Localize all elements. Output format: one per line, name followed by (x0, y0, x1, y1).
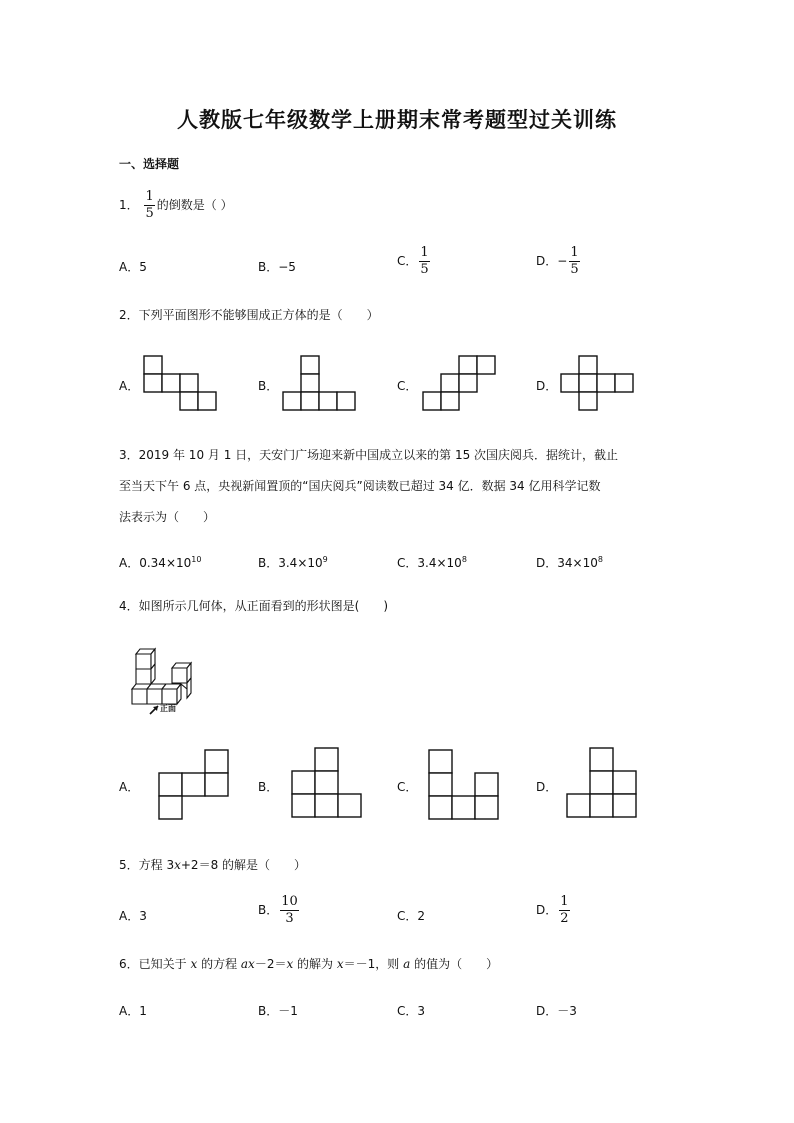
question-text: ＝－1，则 (343, 957, 404, 971)
option-value: 2 (417, 909, 426, 923)
option-c (397, 907, 425, 924)
option-c (397, 1002, 425, 1019)
option-label: D． (536, 903, 558, 917)
figure-caption: 正面 (160, 704, 176, 713)
question-text: 2019 年 10 月 1 日，天安门广场迎来新中国成立以来的第 15 次国庆阅兵．据统计，截止 (138, 448, 619, 462)
question-text: 的倒数是（ ） (156, 198, 233, 212)
option-a-label: A． (119, 379, 140, 393)
option-value: 1 (139, 1004, 147, 1018)
question-text: 的解为 (293, 957, 337, 971)
fraction (569, 246, 579, 277)
question-5 (119, 857, 306, 873)
question-number: 2． (119, 308, 139, 322)
option-value: −5 (278, 260, 296, 274)
cube-net-d-icon (560, 355, 640, 415)
fraction (280, 895, 299, 926)
option-value: 34×10 (557, 556, 598, 570)
option-a (119, 554, 201, 571)
question-3-line-3: 法表示为（ ） (119, 510, 216, 524)
fraction-numerator: 1 (560, 894, 569, 909)
question-number: 6． (119, 957, 139, 971)
fraction-numerator: 1 (570, 245, 579, 260)
question-1 (119, 190, 233, 221)
front-view-c-icon (427, 749, 501, 821)
option-label: C． (397, 1004, 418, 1018)
option-label: C． (397, 254, 418, 268)
option-d (536, 1002, 577, 1019)
option-value: 3.4×10 (278, 556, 323, 570)
option-label: B． (258, 903, 279, 917)
option-d-label: D． (536, 780, 558, 794)
question-text: 的值为（ ） (410, 957, 499, 971)
option-b-label: B． (258, 379, 279, 393)
option-value: －1 (278, 1004, 298, 1018)
question-text: +2＝8 的解是（ ） (180, 858, 307, 872)
variable: x (286, 957, 294, 971)
option-label: A． (119, 1004, 140, 1018)
option-label: D． (536, 1004, 558, 1018)
fraction-denominator: 2 (560, 911, 569, 926)
variable: x (190, 957, 198, 971)
option-label: B． (258, 260, 279, 274)
question-text: 的方程 (197, 957, 241, 971)
question-text: －2＝ (254, 957, 287, 971)
option-value: 3.4×10 (417, 556, 462, 570)
fraction-denominator: 5 (570, 262, 579, 277)
question-4 (119, 598, 388, 614)
fraction-denominator: 5 (420, 262, 429, 277)
fraction-numerator: 1 (420, 245, 429, 260)
fraction-numerator: 1 (145, 189, 154, 204)
option-c (397, 246, 432, 277)
option-label: B． (258, 556, 279, 570)
cube-net-c-icon (422, 355, 502, 415)
question-text: 下列平面图形不能够围成正方体的是（ ） (138, 308, 379, 322)
question-number: 4． (119, 599, 139, 613)
page-title: 人教版七年级数学上册期末常考题型过关训练 (177, 107, 617, 132)
minus-sign: − (557, 254, 568, 268)
option-label: A． (119, 909, 140, 923)
section-heading: 一、选择题 (119, 157, 180, 171)
exponent: 8 (597, 555, 603, 564)
question-number: 1． (119, 198, 139, 212)
question-2 (119, 307, 379, 323)
option-value: 3 (139, 909, 147, 923)
option-b-label: B． (258, 780, 279, 794)
question-3-line-2: 至当天下午 6 点，央视新闻置顶的“国庆阅兵”阅读数已超过 34 亿．数据 34 亿用科学记数 (119, 479, 601, 493)
fraction (144, 190, 154, 221)
option-label: C． (397, 556, 418, 570)
option-label: A． (119, 556, 140, 570)
option-d (536, 554, 603, 571)
variable: x (336, 957, 344, 971)
fraction-denominator: 5 (145, 206, 154, 221)
variable: ax (240, 957, 255, 971)
option-value: 3 (417, 1004, 426, 1018)
option-c-label: C． (397, 379, 418, 393)
exponent: 8 (461, 555, 467, 564)
option-d (536, 895, 572, 926)
question-3-line-1 (119, 447, 618, 463)
fraction-numerator: 10 (281, 894, 298, 909)
question-text: 已知关于 (138, 957, 191, 971)
variable: a (403, 957, 411, 971)
cube-net-b-icon (282, 355, 362, 415)
option-d (536, 246, 582, 277)
front-view-d-icon (565, 747, 639, 819)
option-value: 5 (139, 260, 147, 274)
question-6 (119, 956, 498, 972)
option-value: 0.34×10 (139, 556, 192, 570)
option-b (258, 258, 296, 275)
option-b (258, 895, 301, 926)
option-c (397, 554, 467, 571)
fraction-denominator: 3 (285, 911, 294, 926)
front-view-b-icon (290, 747, 364, 819)
question-text: 方程 3 (138, 858, 175, 872)
front-view-a-icon (157, 749, 231, 821)
option-label: D． (536, 254, 558, 268)
option-label: A． (119, 260, 140, 274)
option-a-label: A． (119, 780, 140, 794)
option-c-label: C． (397, 780, 418, 794)
fraction (419, 246, 429, 277)
option-label: C． (397, 909, 418, 923)
option-label: B． (258, 1004, 279, 1018)
option-b (258, 1002, 298, 1019)
variable: x (174, 858, 181, 872)
option-b (258, 554, 328, 571)
option-a (119, 907, 147, 924)
question-text: 如图所示几何体，从正面看到的形状图是( ) (138, 599, 389, 613)
option-a (119, 258, 147, 275)
question-number: 3． (119, 448, 139, 462)
exponent: 10 (191, 555, 202, 564)
cube-net-a-icon (143, 355, 223, 415)
exponent: 9 (322, 555, 328, 564)
option-label: D． (536, 556, 558, 570)
fraction (559, 895, 569, 926)
option-value: －3 (557, 1004, 577, 1018)
option-a (119, 1002, 147, 1019)
question-number: 5． (119, 858, 139, 872)
option-d-label: D． (536, 379, 558, 393)
